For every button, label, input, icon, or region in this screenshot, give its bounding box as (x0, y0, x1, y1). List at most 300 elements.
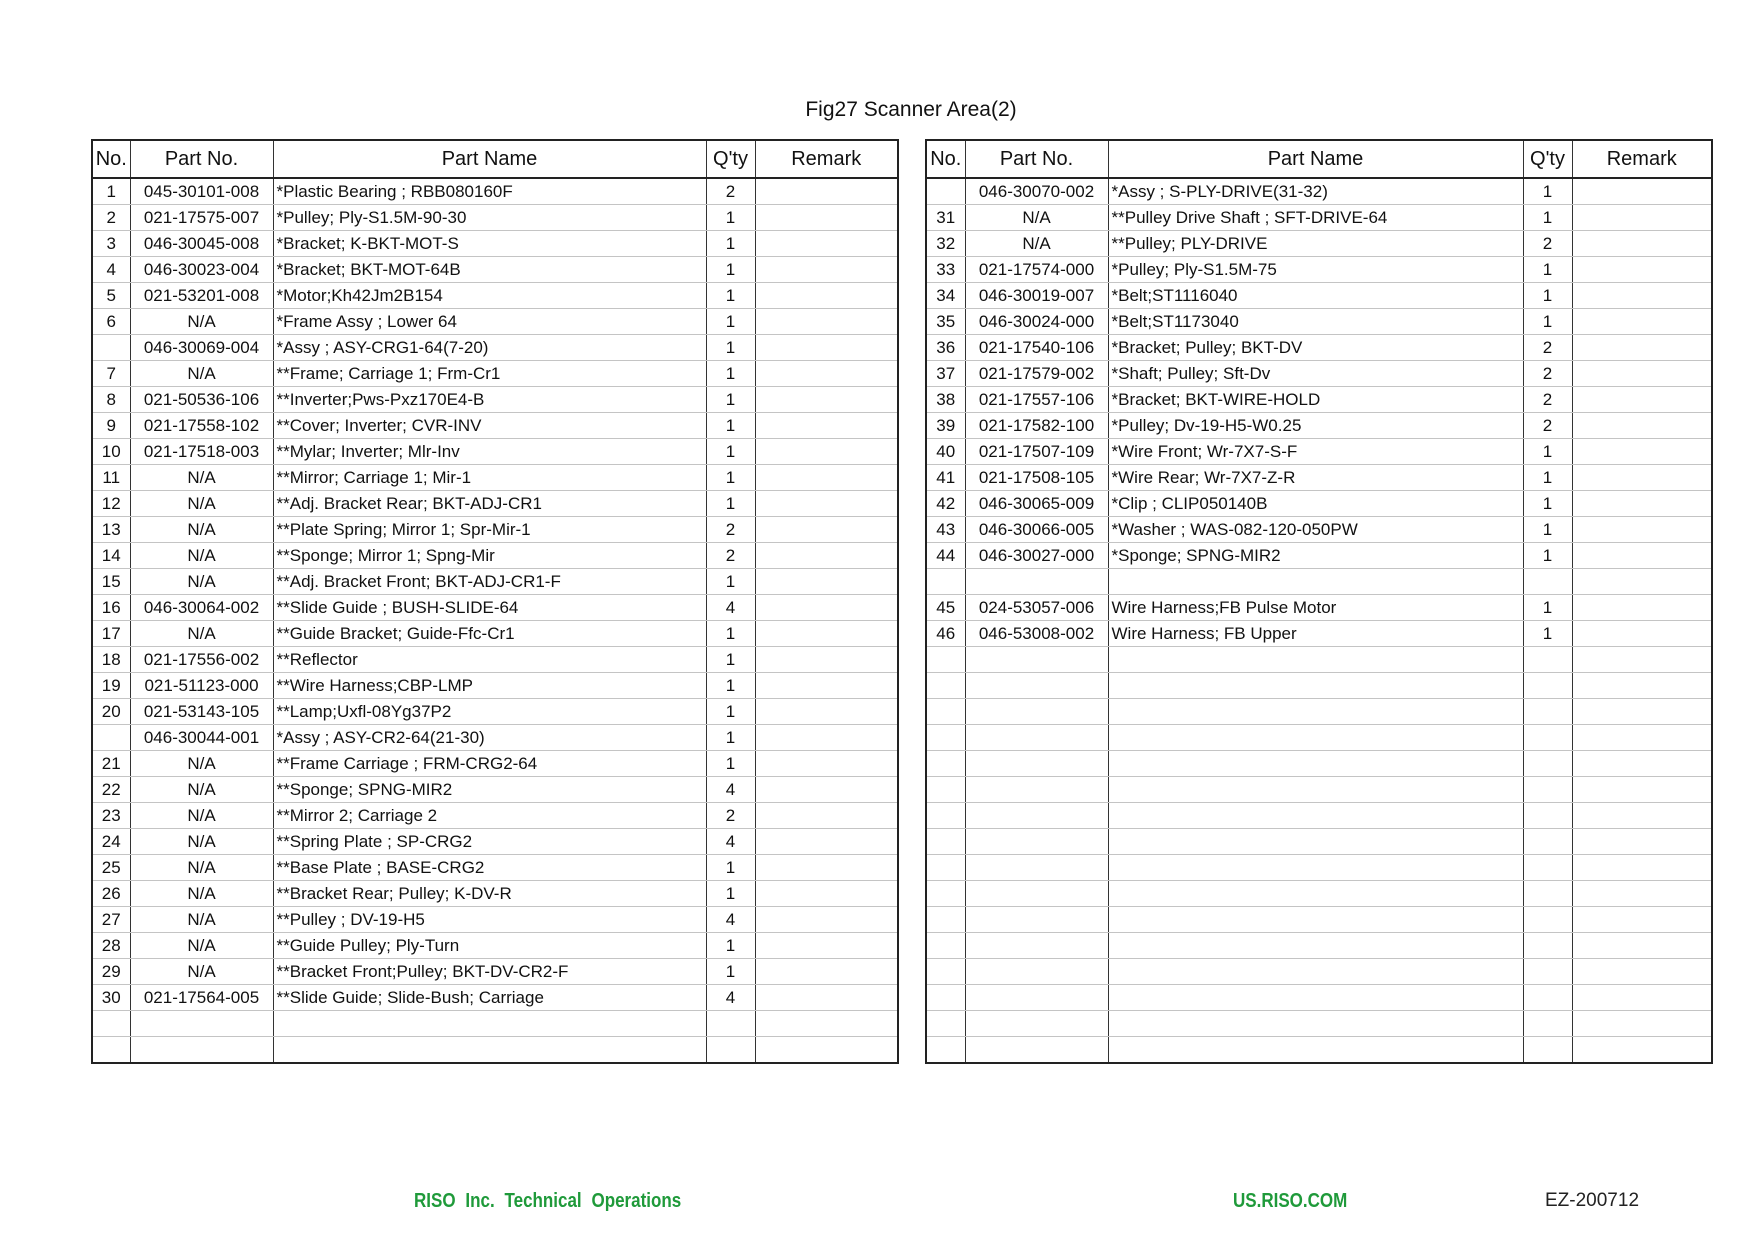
parts-table-left (91, 139, 899, 1064)
cell-remark (755, 959, 898, 985)
table-row (92, 907, 898, 933)
cell-qty: 2 (706, 803, 755, 829)
cell-part-name: **Lamp;Uxfl-08Yg37P2 (273, 699, 706, 725)
table-row (926, 387, 1712, 413)
cell-part-no: 021-53201-008 (130, 283, 273, 309)
cell-remark (755, 309, 898, 335)
cell-part-no: 046-30069-004 (130, 335, 273, 361)
cell-no: 9 (92, 413, 130, 439)
cell-part-name: **Pulley Drive Shaft ; SFT-DRIVE-64 (1108, 205, 1523, 231)
cell-remark (755, 595, 898, 621)
cell-remark (755, 881, 898, 907)
col-header-part-no: Part No. (965, 140, 1108, 178)
cell-no: 3 (92, 231, 130, 257)
table-row (926, 1011, 1712, 1037)
cell-qty: 1 (706, 231, 755, 257)
cell-qty: 1 (706, 673, 755, 699)
cell-part-name (1108, 829, 1523, 855)
cell-part-no: N/A (130, 829, 273, 855)
cell-part-name (1108, 1037, 1523, 1064)
cell-remark (755, 1011, 898, 1037)
col-header-remark: Remark (1572, 140, 1712, 178)
cell-no: 8 (92, 387, 130, 413)
cell-no: 29 (92, 959, 130, 985)
cell-part-no: 046-30023-004 (130, 257, 273, 283)
cell-part-no: 046-30064-002 (130, 595, 273, 621)
table-row (92, 231, 898, 257)
cell-part-name: *Shaft; Pulley; Sft-Dv (1108, 361, 1523, 387)
cell-part-no (965, 933, 1108, 959)
cell-part-no: 045-30101-008 (130, 178, 273, 205)
cell-remark (755, 465, 898, 491)
cell-no: 25 (92, 855, 130, 881)
cell-no (926, 803, 965, 829)
cell-part-no: N/A (130, 959, 273, 985)
table-row (926, 777, 1712, 803)
cell-remark (1572, 205, 1712, 231)
cell-no: 16 (92, 595, 130, 621)
cell-remark (755, 985, 898, 1011)
cell-part-no: N/A (965, 205, 1108, 231)
cell-qty: 1 (1523, 257, 1572, 283)
cell-qty: 1 (1523, 439, 1572, 465)
cell-remark (1572, 439, 1712, 465)
cell-no (926, 777, 965, 803)
cell-no (926, 673, 965, 699)
cell-remark (755, 621, 898, 647)
cell-part-name (1108, 647, 1523, 673)
table-row (926, 751, 1712, 777)
cell-no: 41 (926, 465, 965, 491)
cell-qty (1523, 933, 1572, 959)
col-header-no: No. (92, 140, 130, 178)
cell-part-no: 046-53008-002 (965, 621, 1108, 647)
col-header-part-name: Part Name (273, 140, 706, 178)
cell-part-no (965, 803, 1108, 829)
cell-no (926, 725, 965, 751)
footer-company: RISO Inc. Technical Operations (414, 1190, 682, 1212)
table-row (92, 335, 898, 361)
cell-qty: 2 (1523, 231, 1572, 257)
table-row (926, 1037, 1712, 1064)
cell-part-name (1108, 959, 1523, 985)
cell-no (926, 751, 965, 777)
cell-qty: 1 (706, 725, 755, 751)
cell-part-no: 024-53057-006 (965, 595, 1108, 621)
cell-qty: 1 (1523, 543, 1572, 569)
cell-qty (1523, 829, 1572, 855)
cell-part-no: 021-17507-109 (965, 439, 1108, 465)
cell-qty (1523, 673, 1572, 699)
cell-part-name: *Bracket; BKT-WIRE-HOLD (1108, 387, 1523, 413)
cell-part-no: 046-30024-000 (965, 309, 1108, 335)
cell-remark (1572, 569, 1712, 595)
table-row (926, 413, 1712, 439)
cell-no (92, 1011, 130, 1037)
cell-part-no (130, 1037, 273, 1064)
cell-remark (1572, 283, 1712, 309)
cell-part-no: 021-17558-102 (130, 413, 273, 439)
cell-qty: 4 (706, 595, 755, 621)
cell-remark (755, 751, 898, 777)
table-row (92, 647, 898, 673)
cell-no (92, 1037, 130, 1064)
cell-remark (1572, 855, 1712, 881)
cell-qty: 1 (706, 257, 755, 283)
cell-part-no (965, 725, 1108, 751)
table-row (926, 985, 1712, 1011)
cell-remark (1572, 517, 1712, 543)
cell-qty: 1 (706, 309, 755, 335)
cell-no: 24 (92, 829, 130, 855)
cell-no: 20 (92, 699, 130, 725)
cell-qty: 1 (706, 751, 755, 777)
cell-remark (755, 907, 898, 933)
cell-qty: 1 (706, 205, 755, 231)
cell-remark (1572, 387, 1712, 413)
cell-remark (755, 647, 898, 673)
cell-no: 26 (92, 881, 130, 907)
cell-no: 19 (92, 673, 130, 699)
cell-part-name (1108, 881, 1523, 907)
cell-part-no: 046-30066-005 (965, 517, 1108, 543)
cell-part-no (965, 907, 1108, 933)
cell-part-no: 021-17582-100 (965, 413, 1108, 439)
cell-part-no: 021-53143-105 (130, 699, 273, 725)
col-header-part-name: Part Name (1108, 140, 1523, 178)
cell-no: 13 (92, 517, 130, 543)
col-header-remark: Remark (755, 140, 898, 178)
table-row (92, 1011, 898, 1037)
cell-part-name: *Washer ; WAS-082-120-050PW (1108, 517, 1523, 543)
cell-part-name (1108, 985, 1523, 1011)
table-row (926, 595, 1712, 621)
table-row (926, 178, 1712, 205)
cell-no (926, 855, 965, 881)
cell-remark (1572, 1037, 1712, 1064)
cell-part-no: N/A (130, 881, 273, 907)
cell-remark (755, 231, 898, 257)
cell-no: 43 (926, 517, 965, 543)
cell-no (92, 725, 130, 751)
parts-table-right (925, 139, 1713, 1064)
cell-qty: 2 (706, 543, 755, 569)
table-row (926, 647, 1712, 673)
table-row (92, 673, 898, 699)
cell-no (926, 959, 965, 985)
cell-remark (755, 387, 898, 413)
table-row (926, 907, 1712, 933)
cell-remark (1572, 335, 1712, 361)
cell-qty (1523, 725, 1572, 751)
cell-no: 31 (926, 205, 965, 231)
cell-remark (1572, 959, 1712, 985)
table-row (92, 985, 898, 1011)
table-row (92, 959, 898, 985)
cell-no: 11 (92, 465, 130, 491)
cell-part-name: *Wire Rear; Wr-7X7-Z-R (1108, 465, 1523, 491)
cell-no: 45 (926, 595, 965, 621)
table-row (92, 933, 898, 959)
cell-no: 14 (92, 543, 130, 569)
cell-remark (1572, 673, 1712, 699)
table-row (926, 673, 1712, 699)
cell-part-no: 021-51123-000 (130, 673, 273, 699)
cell-remark (755, 855, 898, 881)
cell-no (926, 881, 965, 907)
cell-part-no (965, 959, 1108, 985)
cell-qty (1523, 751, 1572, 777)
table-row (926, 361, 1712, 387)
cell-remark (1572, 257, 1712, 283)
cell-part-name: **Adj. Bracket Front; BKT-ADJ-CR1-F (273, 569, 706, 595)
cell-qty (1523, 803, 1572, 829)
cell-remark (1572, 933, 1712, 959)
table-row (92, 178, 898, 205)
cell-remark (755, 205, 898, 231)
cell-remark (1572, 777, 1712, 803)
cell-no: 10 (92, 439, 130, 465)
cell-qty (1523, 881, 1572, 907)
table-row (92, 777, 898, 803)
cell-no (92, 335, 130, 361)
cell-qty (1523, 647, 1572, 673)
cell-no: 18 (92, 647, 130, 673)
cell-qty: 2 (706, 517, 755, 543)
table-row (92, 1037, 898, 1064)
cell-part-name: **Spring Plate ; SP-CRG2 (273, 829, 706, 855)
table-row (92, 387, 898, 413)
parts-table-right-body (926, 178, 1712, 1063)
cell-part-no: N/A (130, 465, 273, 491)
cell-part-no: N/A (130, 569, 273, 595)
cell-no: 17 (92, 621, 130, 647)
cell-no: 42 (926, 491, 965, 517)
cell-qty: 1 (706, 387, 755, 413)
cell-part-name: **Base Plate ; BASE-CRG2 (273, 855, 706, 881)
table-row (92, 725, 898, 751)
cell-no: 12 (92, 491, 130, 517)
cell-part-name (1108, 907, 1523, 933)
table-row (926, 491, 1712, 517)
cell-part-name: *Bracket; Pulley; BKT-DV (1108, 335, 1523, 361)
cell-part-name (1108, 569, 1523, 595)
cell-part-name (273, 1037, 706, 1064)
cell-part-no: 021-17508-105 (965, 465, 1108, 491)
cell-qty: 1 (1523, 205, 1572, 231)
cell-qty: 1 (706, 699, 755, 725)
cell-remark (1572, 907, 1712, 933)
table-row (926, 283, 1712, 309)
cell-qty: 1 (706, 855, 755, 881)
cell-part-name: *Bracket; K-BKT-MOT-S (273, 231, 706, 257)
cell-qty: 1 (706, 933, 755, 959)
cell-remark (1572, 647, 1712, 673)
cell-qty: 4 (706, 985, 755, 1011)
cell-part-name (273, 1011, 706, 1037)
cell-part-no: N/A (130, 751, 273, 777)
cell-no (926, 699, 965, 725)
table-row (92, 621, 898, 647)
cell-part-no: 046-30065-009 (965, 491, 1108, 517)
cell-qty: 4 (706, 777, 755, 803)
cell-part-name: **Mirror 2; Carriage 2 (273, 803, 706, 829)
cell-remark (755, 933, 898, 959)
cell-qty (1523, 855, 1572, 881)
cell-qty: 1 (1523, 595, 1572, 621)
cell-no: 32 (926, 231, 965, 257)
cell-part-no: N/A (130, 491, 273, 517)
cell-part-name: **Wire Harness;CBP-LMP (273, 673, 706, 699)
table-row (92, 751, 898, 777)
cell-part-name: **Frame Carriage ; FRM-CRG2-64 (273, 751, 706, 777)
cell-remark (755, 178, 898, 205)
cell-qty: 1 (706, 647, 755, 673)
cell-remark (755, 517, 898, 543)
cell-part-no: N/A (130, 543, 273, 569)
cell-remark (755, 257, 898, 283)
table-row (926, 517, 1712, 543)
cell-remark (1572, 803, 1712, 829)
cell-remark (1572, 985, 1712, 1011)
col-header-no: No. (926, 140, 965, 178)
cell-part-no: 021-17564-005 (130, 985, 273, 1011)
cell-part-name: *Motor;Kh42Jm2B154 (273, 283, 706, 309)
cell-qty: 2 (1523, 387, 1572, 413)
cell-part-no (965, 647, 1108, 673)
cell-part-no: N/A (130, 777, 273, 803)
cell-remark (755, 777, 898, 803)
cell-no (926, 1011, 965, 1037)
cell-part-no: 021-17540-106 (965, 335, 1108, 361)
cell-part-name: *Frame Assy ; Lower 64 (273, 309, 706, 335)
cell-remark (755, 1037, 898, 1064)
cell-qty: 2 (1523, 413, 1572, 439)
cell-no: 6 (92, 309, 130, 335)
table-row (92, 465, 898, 491)
cell-part-no (965, 829, 1108, 855)
cell-no: 1 (92, 178, 130, 205)
cell-remark (755, 673, 898, 699)
cell-part-name: **Slide Guide; Slide-Bush; Carriage (273, 985, 706, 1011)
cell-part-no (965, 777, 1108, 803)
header-row (92, 140, 898, 178)
cell-qty (1523, 959, 1572, 985)
cell-part-name: **Plate Spring; Mirror 1; Spr-Mir-1 (273, 517, 706, 543)
table-row (92, 309, 898, 335)
table-row (92, 543, 898, 569)
table-row (926, 465, 1712, 491)
cell-remark (755, 543, 898, 569)
cell-part-no: 046-30027-000 (965, 543, 1108, 569)
cell-part-no (965, 985, 1108, 1011)
table-row (926, 309, 1712, 335)
cell-remark (755, 335, 898, 361)
cell-remark (1572, 231, 1712, 257)
cell-part-no: N/A (130, 803, 273, 829)
cell-part-name: *Clip ; CLIP050140B (1108, 491, 1523, 517)
table-row (92, 283, 898, 309)
cell-part-name: **Bracket Rear; Pulley; K-DV-R (273, 881, 706, 907)
cell-part-name: **Sponge; Mirror 1; Spng-Mir (273, 543, 706, 569)
cell-qty (1523, 1011, 1572, 1037)
cell-part-name: *Belt;ST1116040 (1108, 283, 1523, 309)
cell-part-name: **Bracket Front;Pulley; BKT-DV-CR2-F (273, 959, 706, 985)
cell-remark (1572, 491, 1712, 517)
cell-remark (755, 569, 898, 595)
cell-no: 2 (92, 205, 130, 231)
cell-part-name (1108, 803, 1523, 829)
cell-no: 21 (92, 751, 130, 777)
cell-part-no (965, 569, 1108, 595)
cell-remark (755, 803, 898, 829)
cell-part-name: **Cover; Inverter; CVR-INV (273, 413, 706, 439)
cell-part-name (1108, 673, 1523, 699)
cell-part-name: *Pulley; Ply-S1.5M-90-30 (273, 205, 706, 231)
col-header-part-no: Part No. (130, 140, 273, 178)
cell-part-name: Wire Harness; FB Upper (1108, 621, 1523, 647)
cell-remark (755, 491, 898, 517)
cell-qty: 1 (706, 283, 755, 309)
cell-part-no: N/A (130, 855, 273, 881)
table-row (92, 205, 898, 231)
table-row (926, 569, 1712, 595)
cell-part-name (1108, 725, 1523, 751)
cell-remark (1572, 1011, 1712, 1037)
footer-website: US.RISO.COM (1233, 1190, 1348, 1212)
cell-part-name: **Mylar; Inverter; Mlr-Inv (273, 439, 706, 465)
table-row (926, 543, 1712, 569)
cell-no: 33 (926, 257, 965, 283)
cell-part-name (1108, 751, 1523, 777)
col-header-qty: Q'ty (706, 140, 755, 178)
cell-part-no (965, 699, 1108, 725)
header-row (926, 140, 1712, 178)
table-row (926, 881, 1712, 907)
table-row (92, 257, 898, 283)
cell-remark (755, 283, 898, 309)
cell-remark (755, 699, 898, 725)
cell-remark (755, 829, 898, 855)
cell-no: 30 (92, 985, 130, 1011)
cell-part-name: **Adj. Bracket Rear; BKT-ADJ-CR1 (273, 491, 706, 517)
cell-qty (1523, 699, 1572, 725)
cell-part-no: 021-17556-002 (130, 647, 273, 673)
cell-no: 4 (92, 257, 130, 283)
cell-remark (1572, 699, 1712, 725)
table-row (92, 699, 898, 725)
cell-no: 36 (926, 335, 965, 361)
cell-no (926, 178, 965, 205)
cell-qty: 1 (1523, 491, 1572, 517)
cell-remark (1572, 725, 1712, 751)
cell-part-name: **Frame; Carriage 1; Frm-Cr1 (273, 361, 706, 387)
cell-no: 7 (92, 361, 130, 387)
cell-part-name: *Assy ; S-PLY-DRIVE(31-32) (1108, 178, 1523, 205)
cell-qty: 1 (1523, 517, 1572, 543)
cell-part-no (965, 881, 1108, 907)
cell-part-name (1108, 933, 1523, 959)
table-row (92, 881, 898, 907)
cell-no: 15 (92, 569, 130, 595)
cell-part-no: 021-17518-003 (130, 439, 273, 465)
cell-part-no: 021-17579-002 (965, 361, 1108, 387)
cell-part-name: *Belt;ST1173040 (1108, 309, 1523, 335)
cell-qty (1523, 907, 1572, 933)
cell-qty: 1 (706, 361, 755, 387)
cell-part-no (965, 855, 1108, 881)
cell-no: 37 (926, 361, 965, 387)
